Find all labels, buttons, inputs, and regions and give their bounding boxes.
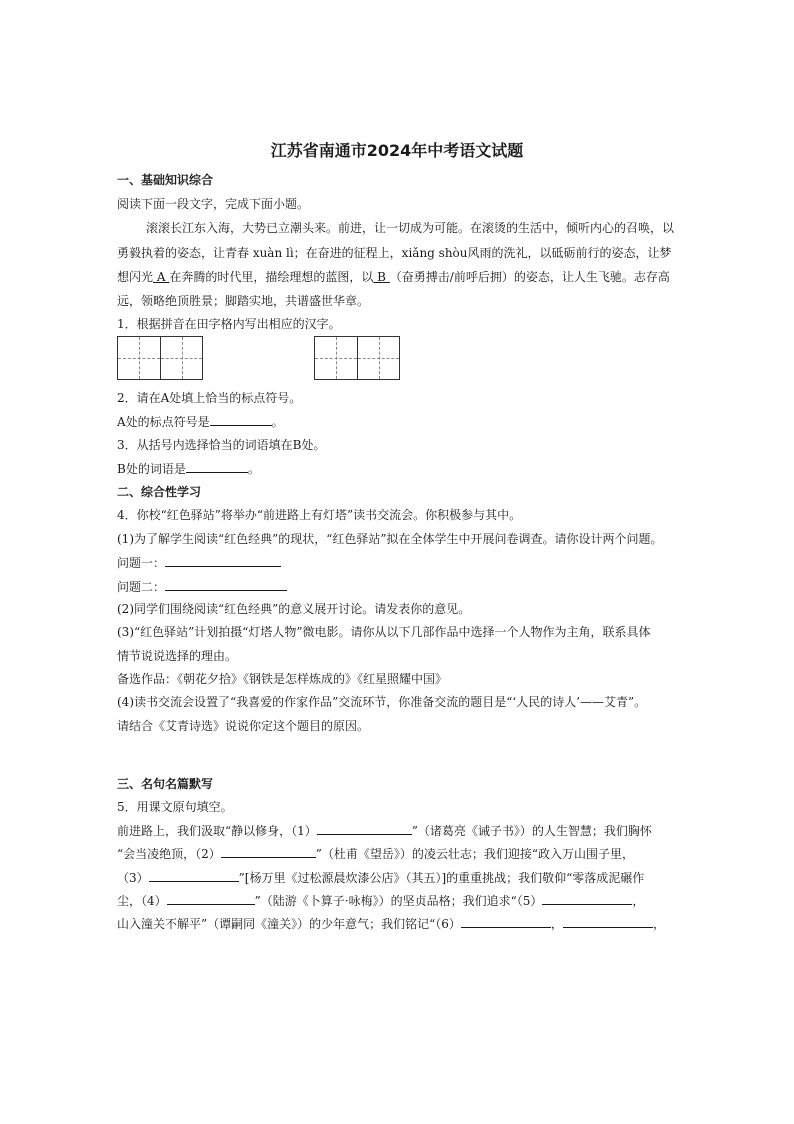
fill-blank-2[interactable] [221,845,316,858]
answer-blank[interactable] [165,554,281,567]
question-4-4: (4)读书交流会设置了“我喜爱的作家作品”交流环节，你准备交流的题目是“‘人民的诗人’——艾青”。 [117,695,647,709]
page-title: 江苏省南通市2024年中考语文试题 [270,141,524,160]
fill-line [117,915,665,932]
question-4-4-cont: 请结合《艾青诗选》说说你定这个题目的原因。 [117,719,370,733]
fill-blank-4[interactable] [167,892,255,905]
answer-line-question-one [117,554,281,571]
passage-text: 在奔腾的时代里，描绘理想的蓝图，以 [169,270,374,284]
fill-blank-3[interactable] [149,869,239,882]
fill-text: （3） [117,871,149,885]
punctuation: ， [550,917,563,931]
passage-line [117,269,670,285]
fill-text: 前进路上，我们汲取“静以修身，（1） [117,824,317,838]
grid-cell[interactable] [118,337,160,379]
punctuation: ， [652,917,665,931]
fill-blank-5[interactable] [542,892,632,905]
punctuation: ， [632,894,645,908]
fill-text: ”（陆游《卜算子·咏梅》）的坚贞品格；我们追求“（5） [254,894,543,908]
fill-blank-6a[interactable] [461,915,551,928]
question-5: 5．用课文原句填空。 [117,800,233,814]
grid-cell[interactable] [160,337,202,379]
grid-cell[interactable] [357,337,399,379]
grid-cell[interactable] [315,337,357,379]
section-heading-basics: 一、基础知识综合 [117,173,214,187]
fill-text: ”[杨万里《过松源晨炊漆公店》（其五）]的重重挑战；我们敬仰“零落成泥碾作 [238,871,645,885]
fill-text: “会当凌绝顶，（2） [117,847,221,861]
answer-blank[interactable] [165,578,287,591]
answer-label: 问题二： [117,580,166,594]
answer-line-a [117,413,284,430]
character-grid-xuanli[interactable] [117,336,203,380]
fill-line [117,845,634,862]
question-3: 3．从括号内选择恰当的词语填在B处。 [117,438,326,452]
passage-line: 远，领略绝顶胜景；脚踏实地，共谱盛世华章。 [117,294,370,308]
question-4-1: (1)为了解学生阅读“红色经典”的现状，“红色驿站”拟在全体学生中开展问卷调查。请你设计两个问题。 [117,532,663,546]
passage-line: 滚滚长江东入海，大势已立潮头来。前进，让一切成为可能。在滚烫的生活中，倾听内心的召唤，以 [146,221,675,235]
answer-label: A处的标点符号是 [117,415,210,429]
fill-blank-6b[interactable] [563,915,653,928]
blank-marker-b: B [373,270,390,284]
book-options: 备选作品：《朝花夕拾》《钢铁是怎样炼成的》《红星照耀中国》 [117,672,448,686]
answer-blank[interactable] [186,460,248,473]
question-1: 1．根据拼音在田字格内写出相应的汉字。 [117,317,341,331]
punctuation: 。 [247,462,260,476]
fill-line [117,892,644,909]
question-2: 2．请在A处填上恰当的标点符号。 [117,391,302,405]
question-4-3: (3)“红色驿站”计划拍摄“灯塔人物”微电影。请你从以下几部作品中选择一个人物作为主角，联系具体 [117,625,651,639]
fill-line [117,822,652,839]
character-grid-xiangshou[interactable] [314,336,400,380]
fill-text: ”（诸葛亮《诫子书》）的人生智慧；我们胸怀 [411,824,652,838]
fill-blank-1[interactable] [317,822,412,835]
reading-instruction: 阅读下面一段文字，完成下面小题。 [117,197,310,211]
section-heading-comprehensive: 二、综合性学习 [117,485,202,499]
section-heading-recitation: 三、名句名篇默写 [117,777,214,791]
passage-text: 想闪光 [117,270,154,284]
passage-text: （奋勇搏击/前呼后拥）的姿态，让人生飞驰。志存高 [389,270,670,284]
punctuation: 。 [271,415,284,429]
answer-line-b [117,460,260,477]
answer-label: 问题一： [117,556,166,570]
answer-line-question-two [117,578,287,595]
fill-text: 山入潼关不解平”（谭嗣同《潼关》）的少年意气；我们铭记“（6） [117,917,461,931]
fill-text: 尘，（4） [117,894,167,908]
answer-label: B处的词语是 [117,462,186,476]
fill-text: ”（杜甫《望岳》）的凌云壮志；我们迎接“政入万山围子里， [315,847,635,861]
question-4-3-cont: 情节说说选择的理由。 [117,649,238,663]
blank-marker-a: A [153,270,170,284]
question-4-2: (2)同学们围绕阅读“红色经典”的意义展开讨论。请发表你的意见。 [117,602,471,616]
answer-blank[interactable] [210,413,272,426]
passage-line: 勇毅执着的姿态，让青春 xuàn lì；在奋进的征程上，xiǎng shòu风雨的洗礼，以砥砺前行的姿态，让梦 [117,246,672,260]
fill-line [117,869,644,886]
question-4: 4．你校“红色驿站”将举办“前进路上有灯塔”读书交流会。你积极参与其中。 [117,508,522,522]
